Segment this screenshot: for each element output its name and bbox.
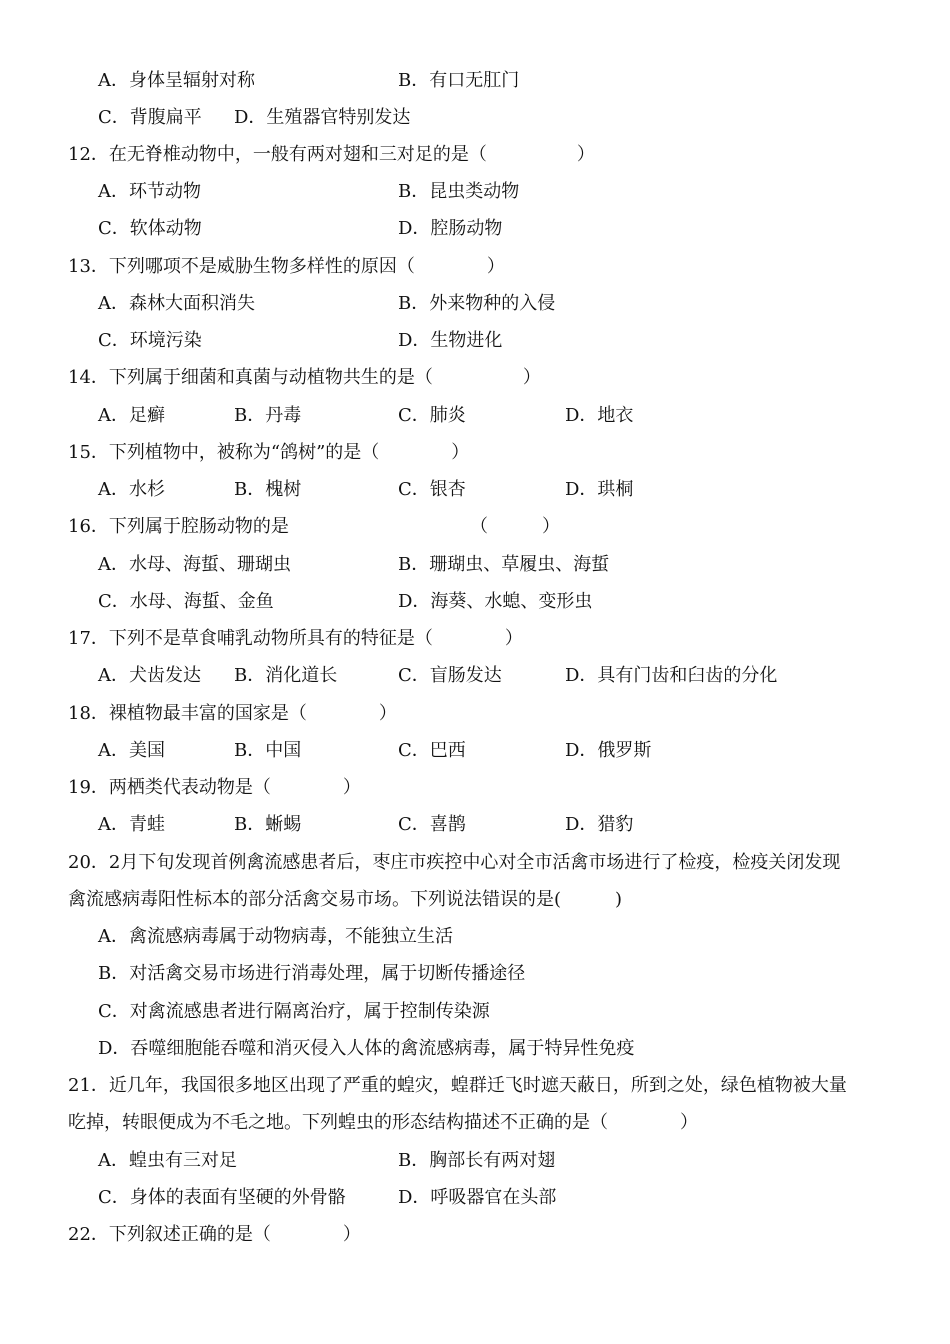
q20-option-a: A．禽流感病毒属于动物病毒，不能独立生活 bbox=[98, 926, 453, 947]
q12-option-d: D．腔肠动物 bbox=[398, 218, 503, 239]
q18-option-b: B．中国 bbox=[234, 740, 302, 761]
q20-option-b: B．对活禽交易市场进行消毒处理，属于切断传播途径 bbox=[98, 963, 526, 984]
q17-option-d: D．具有门齿和臼齿的分化 bbox=[565, 665, 778, 686]
q13-option-d: D．生物进化 bbox=[398, 330, 503, 351]
q21-option-b: B．胸部长有两对翅 bbox=[398, 1150, 556, 1171]
q12-option-a: A．环节动物 bbox=[98, 181, 201, 202]
q11-option-c: C．背腹扁平 bbox=[98, 107, 202, 128]
q17-option-c: C．盲肠发达 bbox=[398, 665, 502, 686]
q16-stem: 16．下列属于腔肠动物的是 bbox=[68, 516, 289, 537]
q13-option-a: A．森林大面积消失 bbox=[98, 293, 255, 314]
q21-option-c: C．身体的表面有坚硬的外骨骼 bbox=[98, 1187, 346, 1208]
q18-stem: 18．裸植物最丰富的国家是（ ） bbox=[68, 703, 397, 724]
q19-option-c: C．喜鹊 bbox=[398, 814, 466, 835]
q14-stem: 14．下列属于细菌和真菌与动植物共生的是（ ） bbox=[68, 367, 541, 388]
q14-option-a: A．足癣 bbox=[98, 405, 165, 426]
q11-option-a: A．身体呈辐射对称 bbox=[98, 70, 255, 91]
q20-stem-line1: 20．2月下旬发现首例禽流感患者后，枣庄市疾控中心对全市活禽市场进行了检疫，检疫关闭发现 bbox=[68, 852, 841, 873]
q13-option-c: C．环境污染 bbox=[98, 330, 202, 351]
q17-stem: 17．下列不是草食哺乳动物所具有的特征是（ ） bbox=[68, 628, 523, 649]
q14-option-b: B．丹毒 bbox=[234, 405, 302, 426]
q19-option-a: A．青蛙 bbox=[98, 814, 165, 835]
q14-option-c: C．肺炎 bbox=[398, 405, 466, 426]
q20-option-d: D．吞噬细胞能吞噬和消灭侵入人体的禽流感病毒，属于特异性免疫 bbox=[98, 1038, 635, 1059]
q12-option-c: C．软体动物 bbox=[98, 218, 202, 239]
q20-stem-line2: 禽流感病毒阳性标本的部分活禽交易市场。下列说法错误的是( ) bbox=[68, 889, 623, 910]
q22-stem: 22．下列叙述正确的是（ ） bbox=[68, 1224, 361, 1245]
q17-option-a: A．犬齿发达 bbox=[98, 665, 201, 686]
q17-option-b: B．消化道长 bbox=[234, 665, 338, 686]
q15-option-d: D．珙桐 bbox=[565, 479, 634, 500]
q15-option-a: A．水杉 bbox=[98, 479, 165, 500]
q21-stem-line1: 21．近几年，我国很多地区出现了严重的蝗灾，蝗群迁飞时遮天蔽日，所到之处，绿色植物被大量 bbox=[68, 1075, 847, 1096]
q11-option-b: B．有口无肛门 bbox=[398, 70, 520, 91]
q18-option-d: D．俄罗斯 bbox=[565, 740, 652, 761]
q12-stem: 12．在无脊椎动物中，一般有两对翅和三对足的是（ ） bbox=[68, 144, 595, 165]
q13-stem: 13．下列哪项不是威胁生物多样性的原因（ ） bbox=[68, 256, 505, 277]
q14-option-d: D．地衣 bbox=[565, 405, 634, 426]
q21-stem-line2: 吃掉，转眼便成为不毛之地。下列蝗虫的形态结构描述不正确的是（ ） bbox=[68, 1112, 698, 1133]
q16-option-a: A．水母、海蜇、珊瑚虫 bbox=[98, 554, 291, 575]
q19-option-d: D．猎豹 bbox=[565, 814, 634, 835]
q15-option-b: B．槐树 bbox=[234, 479, 302, 500]
q19-stem: 19．两栖类代表动物是（ ） bbox=[68, 777, 361, 798]
q15-option-c: C．银杏 bbox=[398, 479, 466, 500]
q16-option-b: B．珊瑚虫、草履虫、海蜇 bbox=[398, 554, 610, 575]
q15-stem: 15．下列植物中，被称为“鸽树”的是（ ） bbox=[68, 442, 470, 463]
q20-option-c: C．对禽流感患者进行隔离治疗，属于控制传染源 bbox=[98, 1001, 490, 1022]
q16-option-c: C．水母、海蜇、金鱼 bbox=[98, 591, 274, 612]
q11-option-d: D．生殖器官特别发达 bbox=[234, 107, 411, 128]
q18-option-c: C．巴西 bbox=[398, 740, 466, 761]
q12-option-b: B．昆虫类动物 bbox=[398, 181, 520, 202]
q21-option-a: A．蝗虫有三对足 bbox=[98, 1150, 237, 1171]
q19-option-b: B．蜥蜴 bbox=[234, 814, 302, 835]
q13-option-b: B．外来物种的入侵 bbox=[398, 293, 556, 314]
q16-option-d: D．海葵、水螅、变形虫 bbox=[398, 591, 593, 612]
q21-option-d: D．呼吸器官在头部 bbox=[398, 1187, 557, 1208]
q16-answer-paren: （ ） bbox=[470, 516, 560, 537]
q18-option-a: A．美国 bbox=[98, 740, 165, 761]
